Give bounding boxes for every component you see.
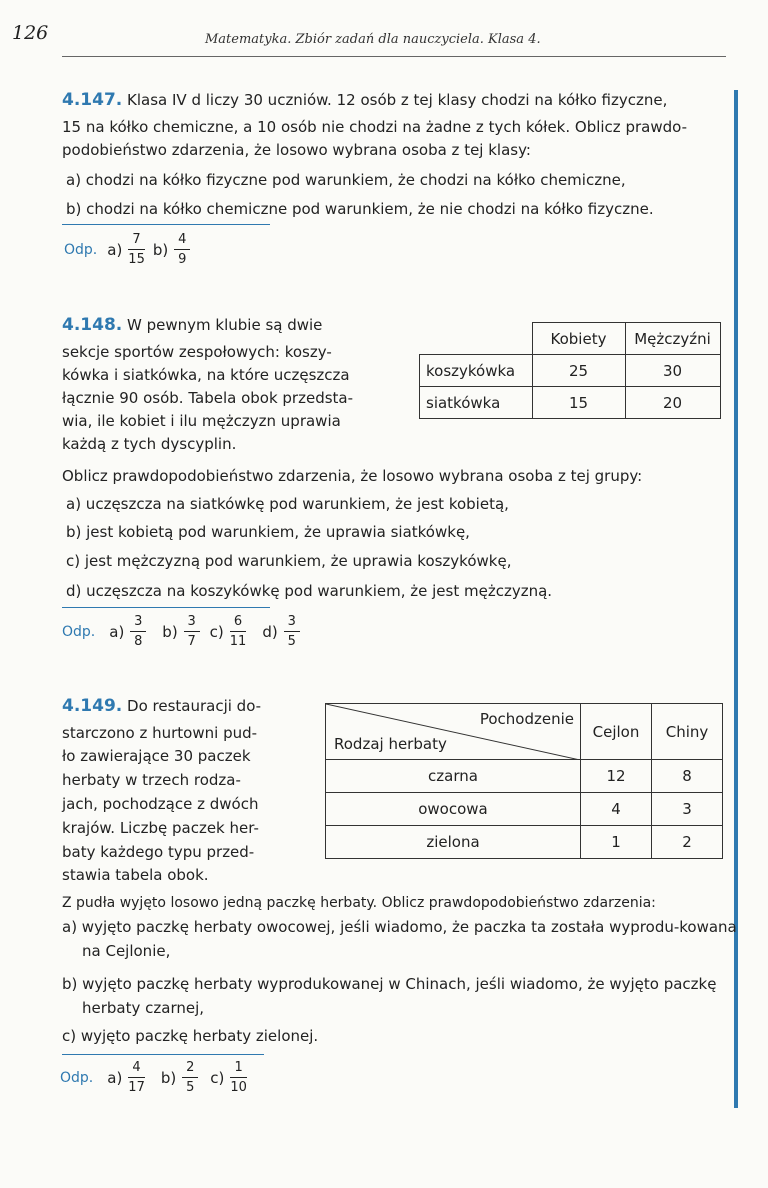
answer-a-fraction — [130, 614, 146, 649]
exercise-number: 4.148. — [62, 315, 123, 335]
exercise-number: 4.149. — [62, 696, 123, 716]
corner-header — [326, 704, 581, 760]
table-cell: 2 — [652, 826, 723, 859]
column-header: Kobiety — [532, 323, 625, 355]
answer-a-fraction — [128, 232, 145, 267]
intro-line: podobieństwo zdarzenia, że losowo wybrana osoba z tej klasy: — [62, 141, 531, 159]
answer-c-fraction — [230, 1060, 247, 1095]
subquestion-a: a) uczęszcza na siatkówkę pod warunkiem, że jest kobietą, — [66, 495, 509, 513]
denominator: 17 — [128, 1080, 145, 1095]
table-cell: 15 — [532, 387, 625, 419]
tea-table — [325, 703, 723, 859]
answer-label: Odp. — [60, 1069, 94, 1086]
answer-b-label: b) — [152, 240, 169, 259]
answer-rule — [62, 1054, 264, 1055]
numerator: 4 — [178, 232, 187, 247]
column-header: Cejlon — [581, 704, 652, 760]
answer-c-label: c) — [209, 622, 224, 641]
denominator: 8 — [134, 634, 143, 649]
row-label: siatkówka — [420, 387, 533, 419]
answer-rule — [62, 607, 270, 608]
intro-line: herbaty w trzech rodza- — [62, 771, 241, 789]
answer-4-148 — [62, 614, 308, 649]
row-label: owocowa — [326, 793, 581, 826]
intro-line: sekcje sportów zespołowych: koszy- — [62, 343, 332, 361]
denominator: 9 — [178, 252, 187, 267]
numerator: 1 — [234, 1060, 243, 1075]
answer-a-label: a) — [109, 622, 125, 641]
answer-c-fraction — [230, 614, 247, 649]
answer-rule — [62, 224, 270, 225]
subquestion-b: b) wyjęto paczkę herbaty wyprodukowanej w Chinach, jeśli wiadomo, że wyjęto paczkę herbaty czarnej, — [62, 975, 717, 1017]
numerator: 3 — [134, 614, 143, 629]
subquestion-a: a) chodzi na kółko fizyczne pod warunkiem, że chodzi na kółko chemiczne, — [66, 171, 626, 189]
intro-line: starczono z hurtowni pud- — [62, 724, 258, 742]
answer-a-label: a) — [107, 1068, 123, 1087]
intro-line: wia, ile kobiet i ilu mężczyzn uprawia — [62, 412, 341, 430]
row-label: zielona — [326, 826, 581, 859]
denominator: 11 — [229, 634, 247, 649]
intro-line: każdą z tych dyscyplin. — [62, 435, 237, 453]
numerator: 4 — [132, 1060, 141, 1075]
answer-4-147 — [64, 232, 198, 267]
answer-a-fraction — [128, 1060, 145, 1095]
intro-text: Klasa IV d liczy 30 uczniów. 12 osób z tej klasy chodzi na kółko fizyczne, — [127, 91, 668, 109]
table-cell: 30 — [625, 355, 720, 387]
answer-b-label: b) — [162, 622, 178, 641]
empty-corner — [420, 323, 533, 355]
table-cell: 20 — [625, 387, 720, 419]
numerator: 2 — [186, 1060, 195, 1075]
subquestion-d: d) uczęszcza na koszykówkę pod warunkiem, że jest mężczyzną. — [66, 582, 553, 600]
page-number: 126 — [12, 22, 49, 44]
answer-d-fraction — [284, 614, 300, 649]
table-cell: 12 — [581, 760, 652, 793]
intro-text: W pewnym klubie są dwie — [127, 316, 323, 334]
subquestion-a: a) wyjęto paczkę herbaty owocowej, jeśli wiadomo, że paczka ta została wyprodu-kowana na Cejlonie, — [62, 918, 737, 960]
answer-b-fraction — [174, 232, 190, 267]
sports-table — [419, 322, 721, 419]
intro-line: ło zawierające 30 paczek — [62, 747, 251, 765]
numerator: 3 — [187, 614, 196, 629]
intro-line: 15 na kółko chemiczne, a 10 osób nie chodzi na żadne z tych kółek. Oblicz prawdo- — [62, 118, 687, 136]
table-cell: 25 — [532, 355, 625, 387]
table-cell: 3 — [652, 793, 723, 826]
numerator: 7 — [132, 232, 141, 247]
denominator: 10 — [230, 1080, 247, 1095]
answer-c-label: c) — [210, 1068, 225, 1087]
table-cell: 1 — [581, 826, 652, 859]
intro-line: jach, pochodzące z dwóch — [62, 795, 259, 813]
intro-line: krajów. Liczbę paczek her- — [62, 819, 259, 837]
subquestion-c: c) wyjęto paczkę herbaty zielonej. — [62, 1027, 319, 1045]
intro-line: kówka i siatkówka, na które uczęszcza — [62, 366, 350, 384]
denominator: 5 — [287, 634, 296, 649]
answer-d-label: d) — [262, 622, 278, 641]
intro-text: Do restauracji do- — [127, 697, 262, 715]
running-title: Matematyka. Zbiór zadań dla nauczyciela. Klasa 4. — [205, 32, 541, 47]
answer-b-label: b) — [160, 1068, 177, 1087]
numerator: 6 — [233, 614, 243, 629]
exercise-number: 4.147. — [62, 90, 123, 110]
table-cell: 4 — [581, 793, 652, 826]
denominator: 7 — [187, 634, 196, 649]
intro-line: baty każdego typu przed- — [62, 843, 255, 861]
question: Z pudła wyjęto losowo jedną paczkę herbaty. Oblicz prawdopodobieństwo zdarzenia: — [62, 895, 656, 911]
answer-b-fraction — [182, 1060, 198, 1095]
question: Oblicz prawdopodobieństwo zdarzenia, że losowo wybrana osoba z tej grupy: — [62, 467, 643, 485]
column-header: Mężczyźni — [625, 323, 720, 355]
numerator: 3 — [287, 614, 296, 629]
table-cell: 8 — [652, 760, 723, 793]
answer-label: Odp. — [62, 623, 96, 640]
row-label: koszykówka — [420, 355, 533, 387]
header-rule — [62, 56, 726, 57]
exercise-4-148-intro — [62, 311, 322, 340]
denominator: 5 — [186, 1080, 195, 1095]
answer-label: Odp. — [64, 241, 98, 258]
subquestion-c: c) jest mężczyzną pod warunkiem, że uprawia koszykówkę, — [66, 552, 512, 570]
column-group-label: Pochodzenie — [479, 710, 574, 728]
row-label: czarna — [326, 760, 581, 793]
intro-line: stawia tabela obok. — [62, 866, 209, 884]
intro-line: łącznie 90 osób. Tabela obok przedsta- — [62, 389, 354, 407]
denominator: 15 — [128, 252, 145, 267]
answer-4-149 — [60, 1060, 255, 1095]
subquestion-b: b) chodzi na kółko chemiczne pod warunkiem, że nie chodzi na kółko fizyczne. — [66, 200, 654, 218]
subquestion-b: b) jest kobietą pod warunkiem, że uprawia siatkówkę, — [66, 523, 470, 541]
answer-a-label: a) — [107, 240, 123, 259]
column-header: Chiny — [652, 704, 723, 760]
exercise-4-147-intro — [62, 86, 667, 115]
row-group-label: Rodzaj herbaty — [334, 735, 447, 753]
exercise-4-149-intro — [62, 692, 261, 721]
answer-b-fraction — [184, 614, 200, 649]
